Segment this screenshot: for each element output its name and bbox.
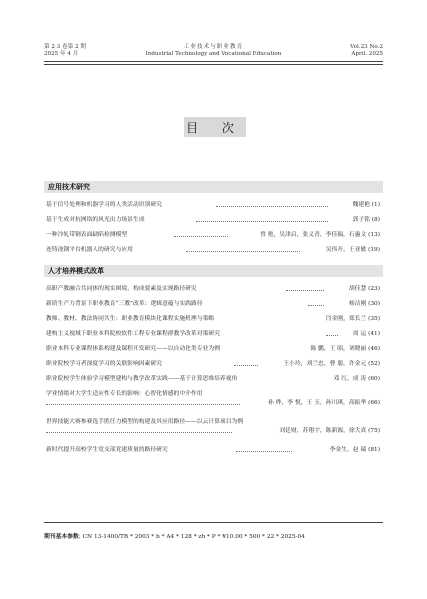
section-title: 人才培养模式改革 [48, 267, 104, 275]
article-authors-page: 刘廷财，苏翔宇，陈新源，徐大真 (75) [279, 428, 380, 434]
section-header-applied-tech [44, 181, 383, 193]
journal-parameters [44, 531, 305, 540]
dot-leader [196, 221, 328, 222]
article-title: 一种冷轧带钢表面缺陷检测模型 [46, 232, 128, 238]
issue-info-en [350, 44, 383, 58]
article-title: 职业院校学生体验学习模型建构与教学改革实践——基于计算思维培养视角 [46, 376, 238, 382]
dot-leader [186, 251, 300, 252]
journal-name-en: Industrial Technology and Vocational Education [145, 51, 282, 57]
dot-leader [308, 305, 324, 306]
section-header-talent-training [44, 265, 383, 277]
article-authors-page: 王小玲，刘兰忠，曹 聪，许金元 (52) [283, 361, 380, 367]
toc-entry[interactable] [46, 419, 380, 437]
contents-title: 目 次 [184, 117, 246, 137]
dot-leader [46, 404, 240, 405]
article-authors-page: 郭子铭 (8) [352, 217, 380, 223]
volume-issue-en: Vol.23 No.2 [350, 44, 383, 50]
date-cn: 2025 年 4 月 [44, 51, 79, 57]
journal-name-cn: 工业技术与职业教育 [183, 44, 244, 50]
article-authors-page: 邓 红，成 涛 (60) [333, 376, 380, 382]
footer-rule [44, 522, 383, 523]
article-authors-page: 陈 鹏，王 昭，刘晓丽 (46) [310, 346, 380, 352]
article-title: 职业本科专业课程体系构建及课程开发研究——以自动化类专业为例 [46, 346, 220, 352]
date-en: April. 2025 [351, 51, 383, 57]
article-title: 建构主义视域下职业本科院校软件工程专业课程群教学改革对策研究 [46, 331, 220, 337]
article-authors-page: 周 运 (41) [352, 331, 380, 337]
article-title: 基于信号处理和机器学习的人类活动识别研究 [46, 202, 162, 208]
dot-leader [326, 335, 338, 336]
article-authors-page: 魏建艳 (1) [352, 202, 380, 208]
article-authors-page: 杨洁刚 (30) [348, 301, 380, 307]
article-authors-page: 李金生，赵 瑞 (81) [329, 447, 380, 453]
header-rule-thin [44, 64, 383, 65]
article-authors-page: 胡佳慧 (23) [348, 286, 380, 292]
volume-issue-cn: 第 2 3 卷第 2 期 [44, 44, 86, 50]
article-title: 学业情绪对大学生适应性专长的影响：心智化情感的中介作用 [46, 391, 203, 397]
journal-parameters-label: 期刊基本参数 [44, 534, 79, 540]
dot-leader [234, 365, 258, 366]
dot-leader [174, 236, 228, 237]
article-title: 世界技能大赛参赛选手胜任力模型的构建及其应用路径——以云计算项目为例 [46, 419, 244, 425]
header-rule [44, 61, 383, 62]
article-title: 新时代提升高校学生党支部党建质量的路径研究 [46, 447, 168, 453]
article-title: 基于生成对抗网络的风光出力场景生成 [46, 217, 145, 223]
article-title: 教师、教材、教法协同共生：职业教育模块化课程实施机理与策略 [46, 316, 215, 322]
dot-leader [216, 206, 328, 207]
article-title: 职业院校学习者深度学习的关联影响因素研究 [46, 361, 162, 367]
dot-leader [236, 451, 292, 452]
toc-entry[interactable] [46, 391, 380, 409]
article-title: 连铸浇钢平台机器人的研究与应用 [46, 247, 133, 253]
article-authors-page: 吴伟开，王亚敏 (19) [325, 247, 380, 253]
section-title: 应用技术研究 [48, 183, 90, 191]
article-authors-page: 曾 艳，吴津启，张义青，李佳瑞，石惠文 (13) [260, 232, 380, 238]
article-title: 高职产教融合共同体的现实困境、构成要素及实现路径研究 [46, 286, 197, 292]
article-authors-page: 闫金刚，郑长兰 (35) [325, 316, 380, 322]
dot-leader [46, 432, 232, 433]
dot-leader [286, 290, 324, 291]
journal-parameters-value: : CN 13-1400/TB * 2003 * b * A4 * 128 * zh * P * ¥10.00 * 500 * 22 * 2025-04 [78, 534, 305, 540]
article-title: 新质生产力背景下职业教育“三教”改革：逻辑意蕴与实践路径 [46, 301, 203, 307]
article-authors-page: 孙 烨，李 悦，王 玉，孙川琪，高振华 (66) [267, 400, 380, 406]
